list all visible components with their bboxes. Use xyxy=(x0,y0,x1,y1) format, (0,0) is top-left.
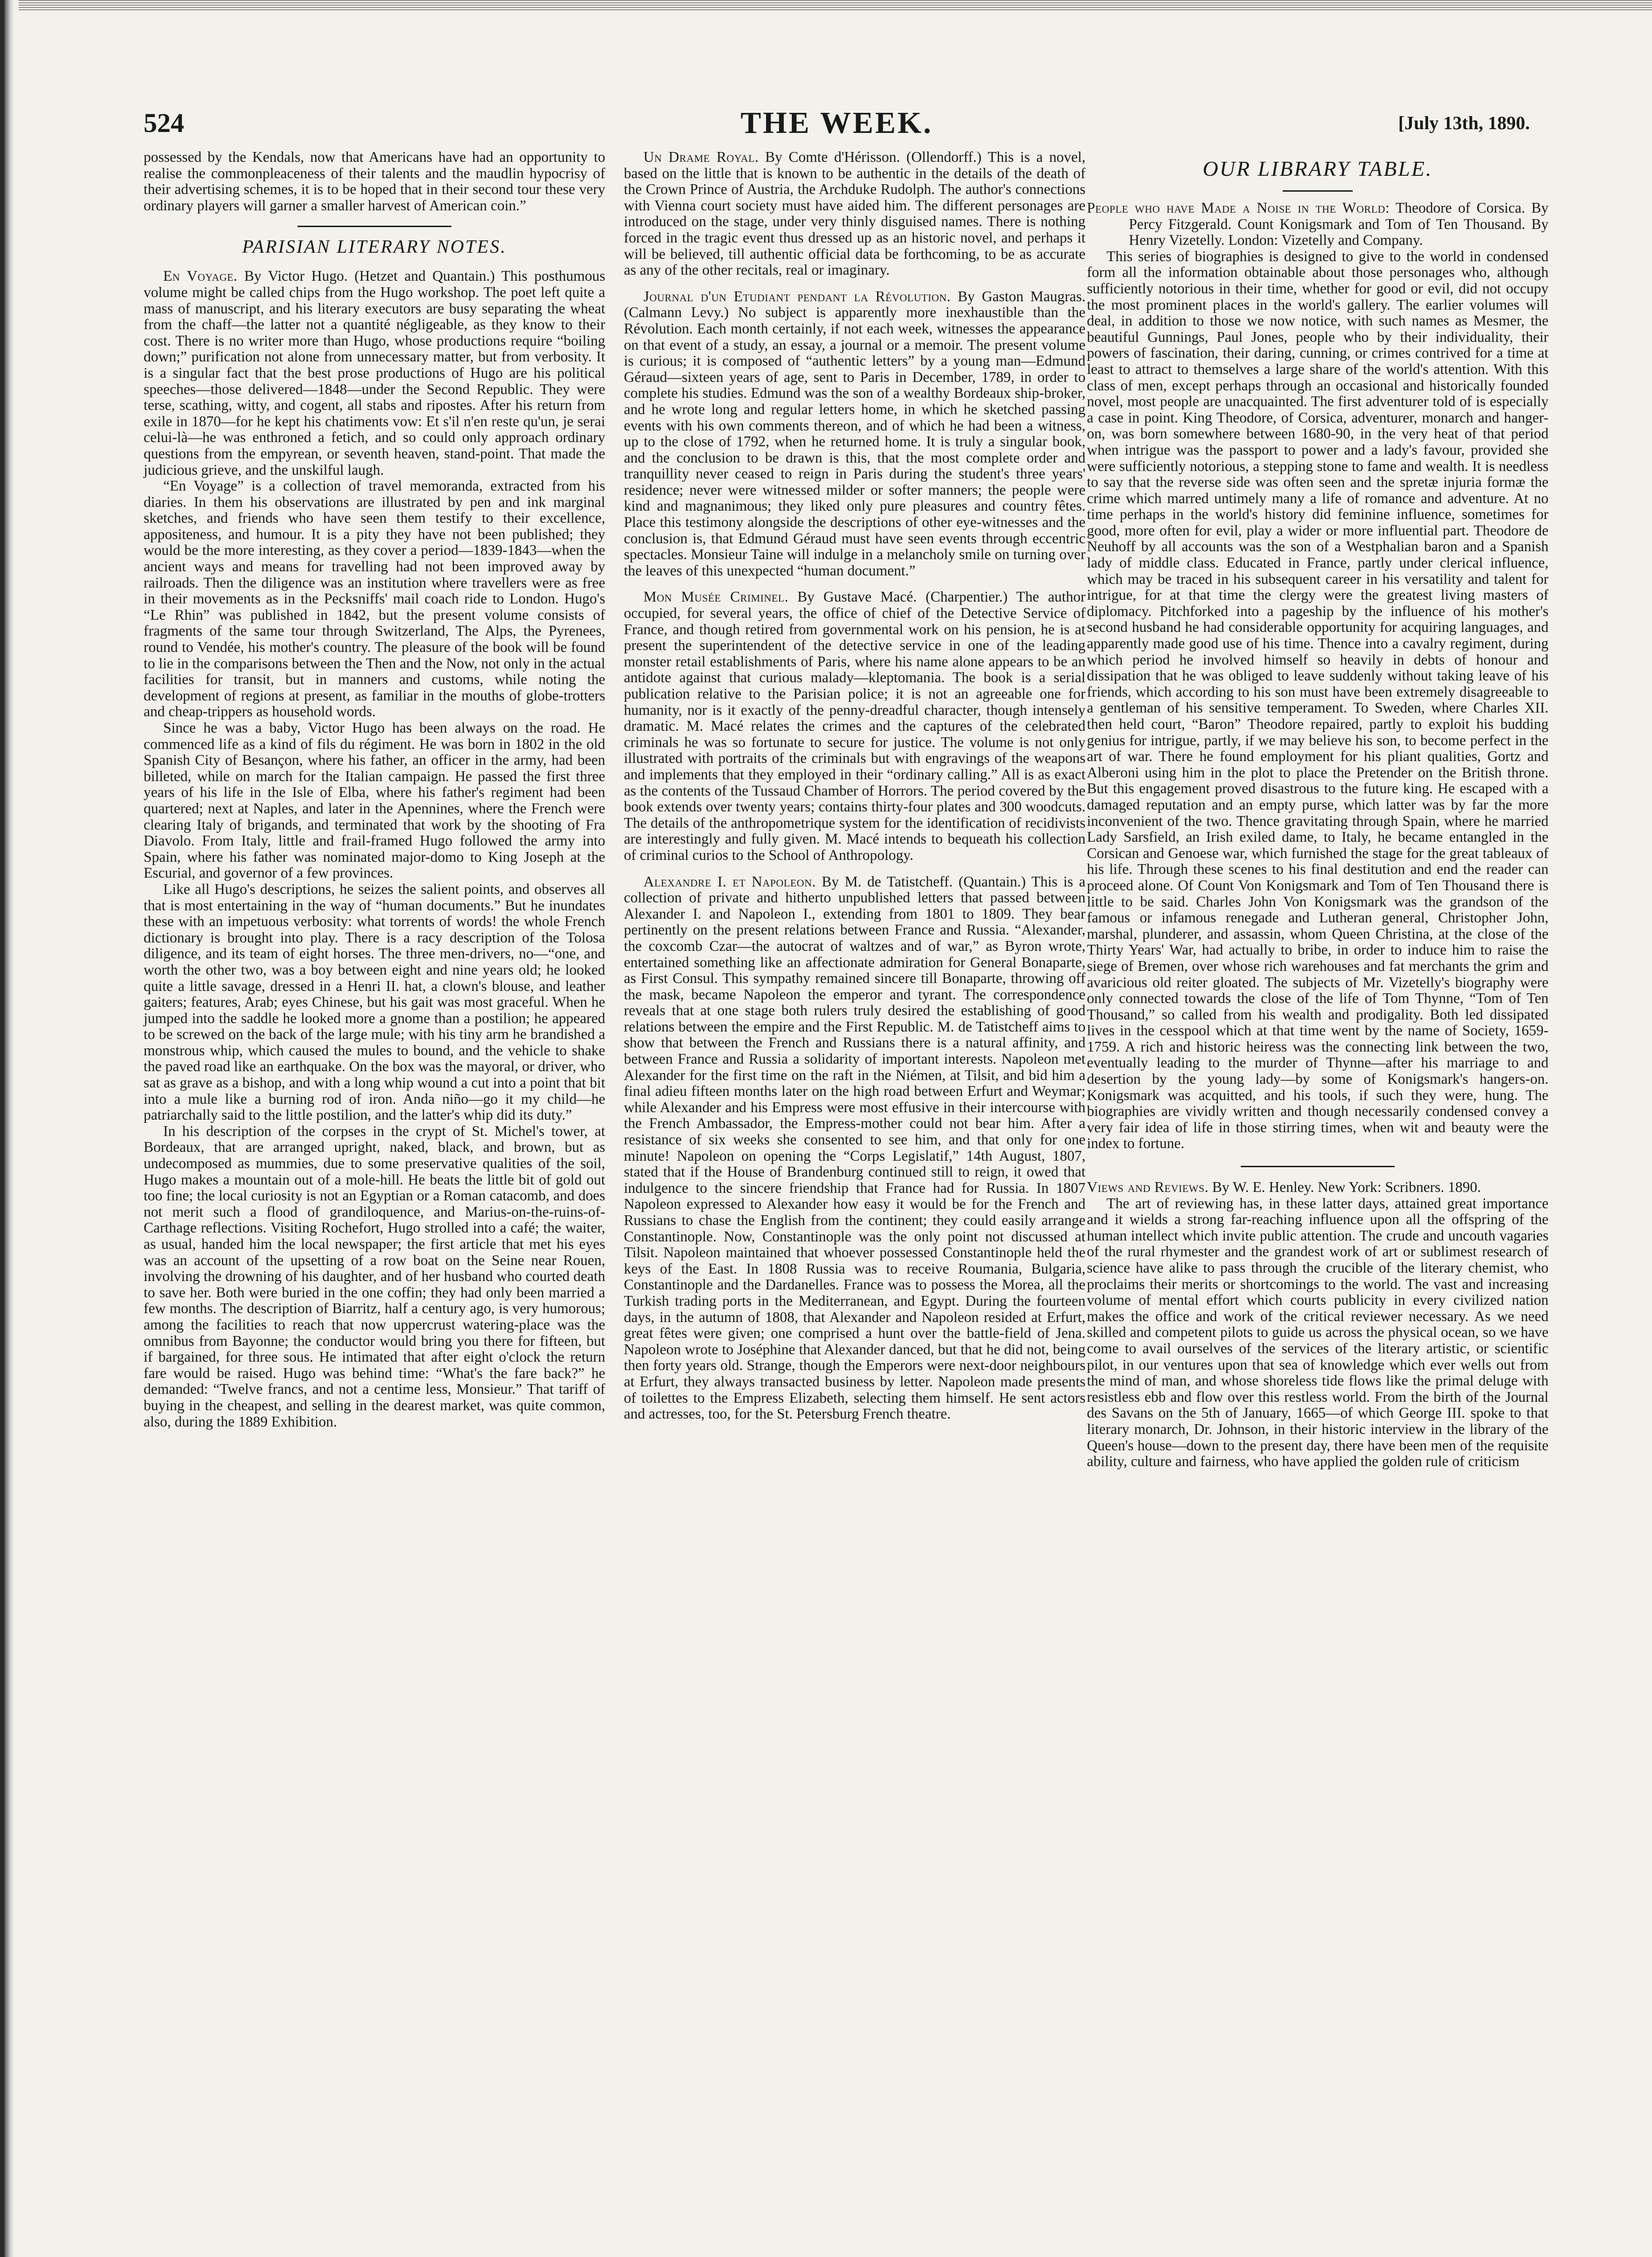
review-biblio-text: Theodore of Corsica. By Percy Fitzgerald. Count Konigsmark and Tom of Ten Thousand. By Henry Vizetelly. London: Vizetelly and Company. xyxy=(1129,200,1549,249)
paragraph: Like all Hugo's descriptions, he seizes the salient points, and observes all that is most entertaining in the way of “human documents.” But he inundates these with an impetuous verbosity: what torrents of words! the whole French dictionary is brought into play. There is a racy description of the Tolosa diligence, and its team of eight horses. The three men-drivers, no—“one, and worth the other two, was a boy between eight and nine years old; he looked quite a little savage, dressed in a Henri II. hat, a clown's blouse, and leather gaiters; features, Arab; eyes Chinese, but his gait was most graceful. When he jumped into the saddle he looked more a gnome than a postilion; he appeared to be screwed on the back of the large mule; with his tiny arm he brandished a monstrous whip, which caused the mules to bound, and the vehicle to shake the paved road like an earthquake. On the box was the mayoral, or driver, who sat as grave as a bishop, and with a long whip wound a cut into a point that bit into a mule like a burning rod of iron. Anda niño—go it my child—he patriarchally said to the little postilion, and the latter's whip did its duty.” xyxy=(144,880,605,1123)
entry-heading: En Voyage. xyxy=(163,268,238,284)
entry-body: By Gustave Macé. (Charpentier.) The author occupied, for several years, the office of chief of the Detective Service of France, and though retired from governmental work on his pension, he is at present the superintendent of the detective service in one of the leading monster retail establishments of Paris, where his name alone appears to be an antidote against that curious malady—kleptomania. The book is a serial publication relative to the Parisian police; it is not an agreeable one for humanity, nor is it exactly of the penny-dreadful character, though intensely dramatic. M. Macé relates the crimes and the captures of the celebrated criminals he was so fortunate to secure for justice. The volume is not only illustrated with portraits of the criminals but with engravings of the weapons and implements that they employed in their “ordinary calling.” All is as exact as the contents of the Tussaud Chamber of Horrors. The period covered by the book extends over twenty years; contains thirty-four plates and 300 woodcuts. The details of the anthropometrique system for the identification of recidivists are interestingly and fully given. M. Macé intends to bequeath his collection of criminal curios to the School of Anthropology. xyxy=(624,588,1085,863)
section-divider xyxy=(1283,190,1353,192)
section-divider xyxy=(297,226,451,227)
section-title-library-table: OUR LIBRARY TABLE. xyxy=(1203,157,1433,180)
entry-alexandre-napoleon xyxy=(624,874,1085,1422)
review-body: The art of reviewing has, in these latter days, attained great importance and it wields a strong far-reaching influence upon all the offspring of the human intellect which invite public attention. The crude and uncouth vagaries of the rural rhymester and the grandest work of art or sublimest research of science have alike to pass through the crucible of the literary chemist, who proclaims their merits or shortcomings to the world. The vast and increasing volume of mental effort which courts publicity in every civilized nation makes the office and work of the critical reviewer necessary. As we need skilled and competent pilots to guide us across the physical ocean, so we have come to avail ourselves of the services of the literary artistic, or scientific pilot, in our ventures upon that sea of knowledge which ever wells out from the mind of man, and whose shoreless tide flows like the primal deluge with resistless ebb and flow over this restless world. From the birth of the Journal des Savans on the 5th of January, 1665—of which George III. spoke to that literary monarch, Dr. Johnson, in their historic interview in the library of the Queen's house—down to the present day, there have been men of the requisite ability, culture and fairness, who have applied the golden rule of criticism xyxy=(1087,1195,1548,1470)
entry-heading: Mon Musée Criminel. xyxy=(643,588,788,605)
column-1 xyxy=(144,149,605,1430)
entry-heading: Journal d'un Etudiant pendant la Révolution. xyxy=(643,288,951,305)
paragraph-en-voyage xyxy=(144,268,605,478)
entry-body: By Gaston Maugras. (Calmann Levy.) No subject is apparently more inexhaustible than the Révolution. Each month certainly, if not each week, witnesses the appearance on that event of a study, an essay, a journal or a memoir. The present volume is curious; it is composed of “authentic letters” by a young man—Edmund Géraud—sixteen years of age, sent to Paris in December, 1789, in order to complete his studies. Edmund was the son of a wealthy Bordeaux ship-broker, and he wrote long and regular letters home, in which he sketched passing events with his own comments thereon, and of which he had been a witness, up to the close of 1792, when he returned home. It is truly a singular book, and the conclusion to be drawn is this, that the most complete order and tranquillity never ceased to reign in Paris during the student's three years' residence; never were witnessed milder or softer manners; the people were kind and magnanimous; they liked only pure pleasures and country fêtes. Place this testimony alongside the descriptions of other eye-witnesses and the conclusion is, that Edmund Géraud must have seen events through eccentric spectacles. Monsieur Taine will indulge in a melancholy smile on turning over the leaves of this unexpected “human document.” xyxy=(624,288,1085,579)
page-number: 524 xyxy=(144,108,184,138)
paragraph: “En Voyage” is a collection of travel memoranda, extracted from his diaries. In them his observations are illustrated by pen and ink marginal sketches, and friends who have seen them testify to their excellence, appositeness, and humour. It is a pity they have not been published; they would be the more interesting, as they cover a period—1839-1843—when the ancient ways and means for travelling had not been improved away by railroads. Then the diligence was an institution where travellers were as free in their movements as in the Pecksniffs' mail coach ride to London. Hugo's “Le Rhin” was published in 1842, but the present volume consists of fragments of the same tour through Switzerland, The Alps, the Pyrenees, round to Vendée, his mother's country. The pleasure of the book will be found to lie in the comparisons between the Then and the Now, not only in the actual facilities for transit, but in manners and customs, while noting the development of regions at present, as familiar in the mouths of globe-trotters and cheap-trippers as household words. xyxy=(144,478,605,720)
section-title-parisian-notes: PARISIAN LITERARY NOTES. xyxy=(242,236,507,257)
entry-musee-criminel xyxy=(624,589,1085,863)
top-rule-lines xyxy=(19,0,1652,10)
page-header xyxy=(144,106,1530,140)
entry-heading: Alexandre I. et Napoleon. xyxy=(643,873,816,890)
review-heading: Views and Reviews. xyxy=(1087,1179,1209,1196)
entry-body: By Victor Hugo. (Hetzet and Quantain.) This posthumous volume might be called chips from the Hugo workshop. The poet left quite a mass of manuscript, and his literary executors are busy separating the wheat from the chaff—the latter not a quantité négligeable, as they know to their cost. There is no writer more than Hugo, whose productions require “boiling down;” purification not alone from unnecessary matter, but from verbosity. It is a singular fact that the best prose productions of Hugo are his political speeches—those delivered—1848—under the Second Republic. They were terse, scathing, witty, and cogent, all stabs and ripostes. After his return from exile in 1870—for he kept his chatiments vow: Et s'il n'en reste qu'un, je serai celui-là—he was enthroned a fetich, and so could only approach ordinary questions from the empyrean, or seventh heaven, stand-point. That made the judicious grieve, and the unskilful laugh. xyxy=(144,268,605,478)
review-biblio xyxy=(1087,200,1548,249)
entry-drame-royal xyxy=(624,149,1085,278)
column-3 xyxy=(1087,149,1548,1470)
page-binding-edge xyxy=(0,0,14,2257)
masthead: THE WEEK. xyxy=(740,106,933,140)
paragraph: In his description of the corpses in the crypt of St. Michel's tower, at Bordeaux, that are arranged upright, naked, black, and brown, but as undecomposed as mummies, due to some preservative qualities of the soil, Hugo makes a mountain out of a mole-hill. He beats the little bit of gold out too fine; the local curiosity is not an Egyptian or a Roman catacomb, and does not merit such a flood of grandiloquence, and Marius-on-the-ruins-of-Carthage reflections. Visiting Rochefort, Hugo strolled into a café; the waiter, as usual, handed him the local newspaper; the first article that met his eyes was an account of the upsetting of a row boat on the Seine near Rouen, involving the drowning of his daughter, and of her husband who courted death to save her. Both were buried in the one coffin; they had only been married a few months. The description of Biarritz, half a century ago, is very humorous; among the facilities to reach that now uppercrust watering-place was the omnibus from Bayonne; the conductor would bring you there for fifteen, but if bargained, for three sous. He intimated that after eight o'clock the return fare would be raised. Hugo was behind time: “What's the fare back?” he demanded: “Twelve francs, and not a centime less, Monsieur.” That tariff of buying in the cheapest, and selling in the dearest market, was quite common, also, during the 1889 Exhibition. xyxy=(144,1122,605,1430)
review-biblio-text: By W. E. Henley. New York: Scribners. 1890. xyxy=(1212,1179,1481,1196)
entry-body: By Comte d'Hérisson. (Ollendorff.) This is a novel, based on the little that is known to be authentic in the details of the death of the Crown Prince of Austria, the Archduke Rudolph. The author's connections with Vienna court society must have aided him. The different personages are introduced on the stage, under very thinly disguised names. There is nothing forced in the tragic event thus dressed up as an historic novel, and perhaps it will be believed, till authentic official data be forthcoming, to be as accurate as any of the other recitals, real or imaginary. xyxy=(624,149,1085,278)
entry-journal-etudiant xyxy=(624,289,1085,579)
review-biblio xyxy=(1087,1179,1548,1196)
review-heading: People who have Made a Noise in the World: xyxy=(1087,200,1390,216)
entry-heading: Un Drame Royal. xyxy=(643,149,759,165)
column-2 xyxy=(624,149,1085,1422)
intro-paragraph: possessed by the Kendals, now that Americans have had an opportunity to realise the commonpleaceness of their talents and the maudlin hypocrisy of their advertising schemes, it is to be hoped that in their second tour these very ordinary players will garner a smaller harvest of American coin.” xyxy=(144,149,605,214)
review-body: This series of biographies is designed to give to the world in condensed form all the information obtainable about those personages who, although sufficiently notorious in their time, whether for good or evil, did not occupy the most prominent places in the world's gallery. The earlier volumes will deal, in addition to those we now notice, with such names as Mesmer, the beautiful Gunnings, Paul Jones, people who by their individuality, their powers of fascination, their daring, cunning, or crimes contrived for a time at least to attract to themselves a large share of the world's attention. With this class of men, except perhaps through an occasional and historically founded novel, most people are unacquainted. The first adventurer told of is especially a case in point. King Theodore, of Corsica, adventurer, monarch and hanger-on, was born somewhere between 1680-90, in the very heat of that period when intrigue was the passport to power and a lady's favour, provided she were sufficiently notorious, a stepping stone to fame and wealth. It is needless to say that the reverse side was often seen and the spretæ injuria formæ the crime which marred untimely many a life of romance and adventure. At no time perhaps in the world's history did feminine influence, sometimes for good, more often for evil, play a wider or more influential part. Theodore de Neuhoff by all accounts was the son of a Westphalian baron and a Spanish lady of middle class. Educated in France, partly under clerical influence, which may be traced in his subsequent career in his versatility and talent for intrigue, for at that time the clergy were the greatest living masters of diplomacy. Pitchforked into a pageship by the influence of his mother's second husband he had considerable opportunity for acquiring languages, and apparently made good use of his time. Thence into a cavalry regiment, during which period he involved himself so heavily in debts of honour and dissipation that he was obliged to leave suddenly without taking leave of his friends, which according to his son must have been extremely disagreeable to a gentleman of his sensitive temperament. To Sweden, where Charles XII. then held court, “Baron” Theodore repaired, partly to exploit his budding genius for intrigue, partly, if we may believe his son, to become perfect in the art of war. There he found employment for his pliant qualities, Gortz and Alberoni using him in the plot to place the Pretender on the British throne. But this engagement proved disastrous to the future king. He escaped with a damaged reputation and an empty purse, which latter was by far the more inconvenient of the two. Thence gravitating through Spain, where he married Lady Sarsfield, an Irish exiled dame, to Italy, he became entangled in the Corsican and Genoese war, which furnished the stage for the great tableaux of his life. Through these scenes to his final destitution and end the reader can proceed alone. Of Count Von Konigsmark and Tom of Ten Thousand there is little to be said. Charles John Von Konigsmark was the grandson of the famous or infamous renegade and Lutheran general, Christopher John, marshal, plunderer, and assassin, whom Queen Christina, at the close of the Thirty Years' War, had actually to bribe, in order to induce him to raise the siege of Bremen, over whose rich warehouses and fat merchants the grim and avaricious old reiter gloated. The subjects of Mr. Vizetelly's biography were only connected towards the close of the life of Tom Thynne, “Tom of Ten Thousand,” so called from his wealth and prodigality. Both led dissipated lives in the cesspool which at that time went by the name of Society, 1659-1759. A rich and historic heiress was the connecting link between the two, eventually leading to the murder of Thynne—after his marriage to and desertion by the young lady—by some of Konigsmark's hangers-on. Konigsmark was acquitted, and his tools, if such they were, hung. The biographies are vividly written and though necessarily condensed convey a very fair idea of life in those stirring times, when wit and beauty were the index to fortune. xyxy=(1087,248,1548,1152)
issue-date: [July 13th, 1890. xyxy=(1398,112,1530,133)
entry-body: By M. de Tatistcheff. (Quantain.) This is a collection of private and hitherto unpublished letters that passed between Alexander I. and Napoleon I., extending from 1801 to 1809. They bear pertinently on the present relations between France and Russia. “Alexander, the coxcomb Czar—the autocrat of waltzes and of war,” as Byron wrote, entertained something like an affectionate admiration for General Bonaparte, as First Consul. This sympathy remained sincere till Bonaparte, throwing off the mask, became Napoleon the emperor and tyrant. The correspondence reveals that at one stage both rulers truly desired the establishing of good relations between the empire and the First Republic. M. de Tatistcheff aims to show that between the French and Russians there is a natural affinity, and between France and Russia a solidarity of important interests. Napoleon met Alexander for the first time on the raft in the Niémen, at Tilsit, and bid him a final adieu fifteen months later on the high road between Erfurt and Weymar; while Alexander and his Empress were most effusive in their intercourse with the French Ambassador, the Empress-mother could not bear him. After a resistance of six weeks she consented to see him, and that only for one minute! Napoleon on opening the “Corps Legislatif,” 14th August, 1807, stated that if the House of Brandenburg continued still to reign, it owed that indulgence to the sincere friendship that France had for Russia. In 1807 Napoleon expressed to Alexander how easy it would be for the French and Russians to chase the English from the continent; they could easily arrange Constantinople. Now, Constantinople was the only point not discussed at Tilsit. Napoleon maintained that whoever possessed Constantinople held the keys of the East. In 1808 Russia was to receive Roumania, Bulgaria, Constantinople and the Dardanelles. France was to possess the Morea, all the Turkish trading ports in the Mediterranean, and Egypt. During the fourteen days, in the autumn of 1808, that Alexander and Napoleon resided at Erfurt, great fêtes were given; one comprised a hunt over the battle-field of Jena. Napoleon wrote to Joséphine that Alexander danced, but that he did not, being then forty years old. Strange, though the Emperors were next-door neighbours at Erfurt, they always transacted business by letter. Napoleon made presents of toilettes to the Empress Elizabeth, selecting them himself. He sent actors and actresses, too, for the St. Petersburg French theatre. xyxy=(624,873,1085,1422)
review-divider xyxy=(1241,1166,1395,1167)
paragraph: Since he was a baby, Victor Hugo has been always on the road. He commenced life as a kind of fils du régiment. He was born in 1802 in the old Spanish City of Besançon, where his father, an officer in the army, had been billeted, while on march for the Italian campaign. He passed the first three years of his life in the Isle of Elba, where his father's regiment had been quartered; next at Naples, and later in the Apennines, where the French were clearing Italy of brigands, and terminated that work by the shooting of Fra Diavolo. From Italy, little and frail-framed Hugo followed the army into Spain, where his father was nominated major-domo to King Joseph at the Escurial, and governor of a few provinces. xyxy=(144,720,605,881)
